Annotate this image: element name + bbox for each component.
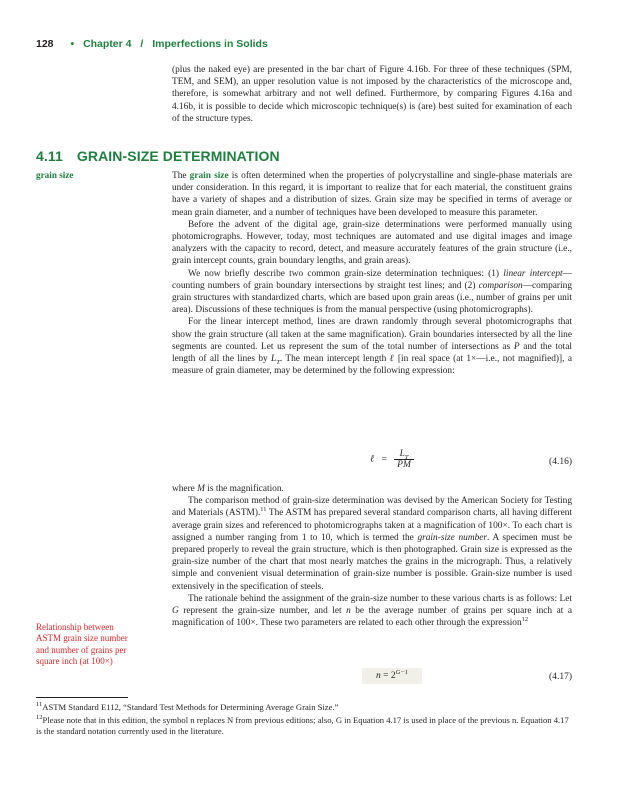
symbol-t: T xyxy=(276,358,280,366)
text-run: The rationale behind the assignment of the grain-size number to these various charts is as follows: Let xyxy=(188,593,572,604)
paragraph-digital-age: Before the advent of the digital age, grain-size determinations were performed manually using photomicrographs. However, today, most techniques are automated and use digital images and image analyzers with the capacity to record, detect, and measure accurately features of the grain structure (i.e., grain intercept counts, grain boundary lengths, and grain areas). xyxy=(172,219,572,267)
footnote-text: Please note that in this edition, the symbol n replaces N from previous editions; also, G in Equation 4.17 is used in place of the previous n. Equation 4.17 is the standard notation currently used in the literature. xyxy=(36,715,569,737)
equation-4-16 xyxy=(172,449,572,470)
footnote-ref-12: 12 xyxy=(521,616,529,624)
symbol-ell: ℓ xyxy=(389,354,395,365)
footnote-ref-11: 11 xyxy=(260,506,267,514)
eq-num-l: L xyxy=(399,449,405,459)
symbol-m: M xyxy=(197,484,205,494)
footnote-11 xyxy=(36,702,576,713)
text-run: and the total length of all the lines by xyxy=(172,341,572,365)
chapter-label: Chapter 4 xyxy=(83,38,132,50)
symbol-g: G xyxy=(172,606,179,617)
footnote-text: ASTM Standard E112, “Standard Test Methods for Determining Average Grain Size.” xyxy=(42,702,339,712)
margin-note: Relationship between ASTM grain size number and number of grains per square inch (at 100×) xyxy=(36,622,128,666)
eq-equals: = xyxy=(381,454,387,465)
text-run: [in real space (at 1×—i.e., not magnified)], a measure of grain diameter, may be determined by the following expression: xyxy=(172,354,572,377)
chapter-title: Imperfections in Solids xyxy=(152,38,268,50)
section-heading xyxy=(36,148,280,164)
key-term-grain-size: grain size xyxy=(189,171,229,181)
eq-base: 2 xyxy=(390,671,396,681)
eq-numerator xyxy=(394,449,414,460)
header-slash: / xyxy=(140,38,144,50)
equation-box xyxy=(362,668,422,684)
text-run: The xyxy=(172,171,190,181)
term-grain-size-number: grain-size number xyxy=(417,532,488,543)
eq-equals: = xyxy=(383,671,389,681)
section-title: GRAIN-SIZE DETERMINATION xyxy=(76,148,280,164)
text-run: The ASTM has prepared several standard comparison charts, all having different average grain sizes and referenced to photomicrographs taken at a magnification of 100×. To each chart is assigned a number ranging from 1 to 10, which is termed the xyxy=(172,508,573,543)
paragraph-rationale xyxy=(172,593,572,630)
eq-lhs-n: n xyxy=(376,671,381,681)
symbol-p: P xyxy=(513,341,520,352)
eq-denominator xyxy=(394,460,414,470)
footnote-rule xyxy=(36,697,128,698)
footnote-mark: 11 xyxy=(36,701,43,709)
text-run: For the linear intercept method, lines are drawn randomly through several photomicrographs that show the grain structure (all taken at the same magnification). Grain boundaries intersected by all the line segments are counted. Let us represent the sum of the total number of intersections as xyxy=(172,317,572,352)
text-run: . A specimen must be prepared properly to reveal the grain structure, which is then photographed. Grain size is expressed as the grain-size number of the chart that most nearly matches the grains in the micrograph. Thus, a relatively simple and convenient visual determination of grain-size number is possible. Grain-size number is used extensively in the specification of steels. xyxy=(172,532,572,592)
symbol-l: L xyxy=(271,354,277,365)
term-comparison: comparison xyxy=(478,280,523,291)
text-run: —comparing grain structures with standardized charts, which are based upon grain areas (i.e., number of grains per unit area). Discussions of these techniques is from the manual perspective (using photomicrographs). xyxy=(172,280,572,316)
text-run: is often determined when the properties of polycrystalline and single-phase materials are under consideration. In this regard, it is important to realize that for each material, the constituent grains have a variety of shapes and a distribution of sizes. Grain size may be specified in terms of average or mean grain diameter, and a number of techniques have been developed to measure this parameter. xyxy=(172,171,572,218)
equation-label: (4.16) xyxy=(549,457,572,467)
margin-term: grain size xyxy=(36,170,74,180)
paragraph-grain-size xyxy=(172,170,572,219)
running-header xyxy=(36,38,268,50)
text-run: —counting numbers of grain boundary intersections by straight test lines; and (2) xyxy=(172,268,572,291)
text-run: is the magnification. xyxy=(204,484,284,494)
main-body xyxy=(172,170,572,377)
page-number: 128 xyxy=(36,38,54,50)
header-dot: • xyxy=(70,38,75,50)
section-number: 4.11 xyxy=(36,148,63,164)
equation-label: (4.17) xyxy=(549,672,572,682)
paragraph-astm xyxy=(172,495,572,593)
text-run: We now briefly describe two common grain-size determination techniques: (1) xyxy=(188,268,504,279)
footnotes xyxy=(36,702,576,740)
eq-den: PM xyxy=(397,460,411,470)
symbol-n: n xyxy=(346,606,351,617)
intro-paragraph-block xyxy=(172,64,572,125)
eq-exponent: G−1 xyxy=(395,668,408,676)
text-run: be the average number of grains per square inch at a magnification of 100×. These two parameters are related to each other through the expression xyxy=(172,606,572,629)
text-run: where xyxy=(172,484,198,494)
footnote-mark: 12 xyxy=(36,714,43,722)
text-run: The comparison method of grain-size determination was devised by the American Society for Testing and Materials (ASTM). xyxy=(172,496,572,519)
equation-4-17 xyxy=(172,668,572,684)
paragraph-techniques xyxy=(172,268,572,317)
footnote-12 xyxy=(36,715,576,737)
term-linear-intercept: linear intercept xyxy=(503,268,563,279)
eq-fraction xyxy=(394,449,414,470)
paragraph-linear-intercept xyxy=(172,316,572,377)
eq-lhs-ell: ℓ xyxy=(370,454,375,465)
text-run: . The mean intercept length xyxy=(279,354,390,365)
paragraph-magnification xyxy=(172,483,572,495)
eq-num-sub: T xyxy=(404,453,409,461)
text-run: represent the grain-size number, and let xyxy=(178,606,347,617)
body-continued xyxy=(172,483,572,629)
intro-paragraph: (plus the naked eye) are presented in the bar chart of Figure 4.16b. For three of these techniques (SPM, TEM, and SEM), an upper resolution value is not imposed by the characteristics of the microscope and, therefore, is somewhat arbitrary and not well defined. Furthermore, by comparing Figures 4.16a and 4.16b, it is possible to decide which microscopic technique(s) is (are) best suited for examination of each of the structure types. xyxy=(172,65,572,124)
